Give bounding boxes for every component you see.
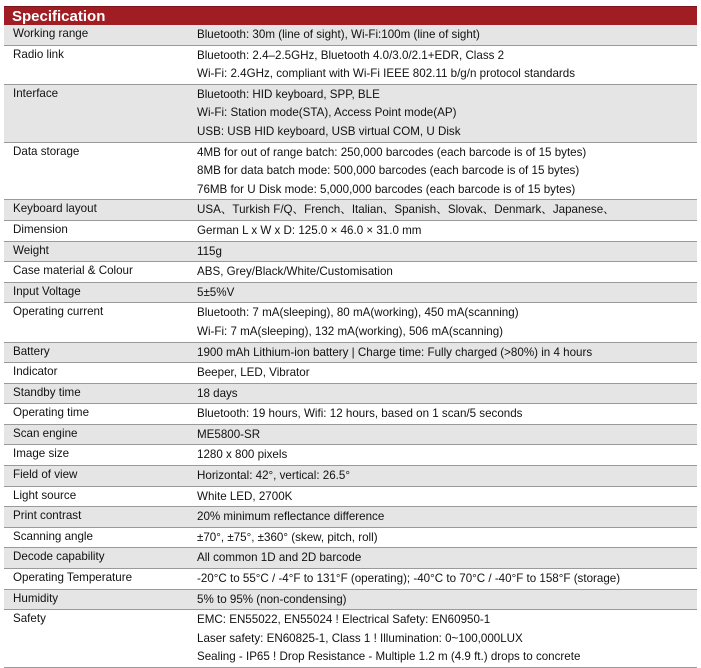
spec-label: Operating time (4, 404, 197, 425)
spec-value-line: Bluetooth: 19 hours, Wifi: 12 hours, based on 1 scan/5 seconds (197, 407, 523, 421)
spec-value-line: 76MB for U Disk mode: 5,000,000 barcodes (each barcode is of 15 bytes) (197, 182, 576, 196)
spec-label: Scan engine (4, 424, 197, 445)
spec-value-line: 8MB for data batch mode: 500,000 barcodes (each barcode is of 15 bytes) (197, 164, 580, 178)
spec-value (197, 404, 697, 425)
spec-row (4, 424, 697, 445)
spec-label: Light source (4, 486, 197, 507)
spec-value (197, 445, 697, 466)
spec-label: Operating current (4, 303, 197, 342)
spec-title: Specification (4, 6, 697, 25)
spec-value-line: Beeper, LED, Vibrator (197, 366, 310, 380)
spec-value-line: EMC: EN55022, EN55024 ! Electrical Safety: EN60950-1 (197, 613, 491, 627)
spec-value (197, 220, 697, 241)
spec-row (4, 404, 697, 425)
spec-value (197, 610, 697, 668)
spec-row (4, 200, 697, 221)
spec-row (4, 466, 697, 487)
spec-label: Weight (4, 241, 197, 262)
spec-value (197, 342, 697, 363)
spec-label: Keyboard layout (4, 200, 197, 221)
spec-value-line: ABS, Grey/Black/White/Customisation (197, 265, 393, 279)
spec-value (197, 45, 697, 84)
spec-value-line: All common 1D and 2D barcode (197, 551, 362, 565)
spec-value-line: Bluetooth: HID keyboard, SPP, BLE (197, 87, 380, 101)
spec-label: Working range (4, 25, 197, 45)
spec-value-line: 1900 mAh Lithium-ion battery | Charge time: Fully charged (>80%) in 4 hours (197, 345, 593, 359)
spec-value (197, 507, 697, 528)
spec-label: Dimension (4, 220, 197, 241)
spec-label: Scanning angle (4, 527, 197, 548)
spec-label: Operating Temperature (4, 569, 197, 590)
spec-value-line: White LED, 2700K (197, 489, 293, 503)
spec-value-line: Wi-Fi: 7 mA(sleeping), 132 mA(working), 506 mA(scanning) (197, 324, 504, 338)
spec-row (4, 610, 697, 668)
spec-row (4, 486, 697, 507)
spec-row (4, 262, 697, 283)
spec-table-body (4, 25, 697, 668)
spec-value (197, 262, 697, 283)
spec-value (197, 25, 697, 45)
spec-row (4, 45, 697, 84)
spec-value (197, 200, 697, 221)
spec-row (4, 220, 697, 241)
spec-label: Case material & Colour (4, 262, 197, 283)
spec-label: Print contrast (4, 507, 197, 528)
spec-value-line: 4MB for out of range batch: 250,000 barcodes (each barcode is of 15 bytes) (197, 145, 587, 159)
spec-value-line: USB: USB HID keyboard, USB virtual COM, U Disk (197, 124, 461, 138)
spec-sheet (4, 6, 697, 668)
spec-value (197, 569, 697, 590)
spec-value-line: Wi-Fi: 2.4GHz, compliant with Wi-Fi IEEE 802.11 b/g/n protocol standards (197, 67, 576, 81)
spec-value-line: 5% to 95% (non-condensing) (197, 592, 347, 606)
spec-label: Interface (4, 84, 197, 142)
spec-row (4, 142, 697, 200)
spec-label: Humidity (4, 589, 197, 610)
spec-value (197, 424, 697, 445)
spec-label: Radio link (4, 45, 197, 84)
spec-value (197, 303, 697, 342)
spec-label: Decode capability (4, 548, 197, 569)
spec-value-line: Wi-Fi: Station mode(STA), Access Point mode(AP) (197, 106, 457, 120)
spec-value (197, 589, 697, 610)
spec-value (197, 548, 697, 569)
spec-row (4, 363, 697, 384)
spec-value-line: ±70°, ±75°, ±360° (skew, pitch, roll) (197, 530, 378, 544)
spec-value-line: Bluetooth: 7 mA(sleeping), 80 mA(working), 450 mA(scanning) (197, 306, 519, 320)
spec-row (4, 303, 697, 342)
spec-label: Input Voltage (4, 282, 197, 303)
spec-value-line: Laser safety: EN60825-1, Class 1 ! Illumination: 0~100,000LUX (197, 631, 523, 645)
spec-row (4, 527, 697, 548)
spec-value (197, 527, 697, 548)
spec-value-line: USA、Turkish F/Q、French、Italian、Spanish、Slovak、Denmark、Japanese、 (197, 203, 615, 217)
spec-label: Data storage (4, 142, 197, 200)
spec-value-line: 115g (197, 244, 222, 258)
spec-value-line: Sealing - IP65 ! Drop Resistance - Multiple 1.2 m (4.9 ft.) drops to concrete (197, 650, 581, 664)
spec-value-line: German L x W x D: 125.0 × 46.0 × 31.0 mm (197, 223, 422, 237)
spec-table (4, 25, 697, 668)
spec-label: Indicator (4, 363, 197, 384)
spec-value (197, 466, 697, 487)
spec-label: Image size (4, 445, 197, 466)
spec-value (197, 84, 697, 142)
spec-value (197, 363, 697, 384)
spec-label: Standby time (4, 383, 197, 404)
spec-row (4, 589, 697, 610)
spec-row (4, 548, 697, 569)
spec-value (197, 241, 697, 262)
spec-value-line: 18 days (197, 386, 238, 400)
spec-row (4, 383, 697, 404)
spec-value (197, 282, 697, 303)
spec-row (4, 342, 697, 363)
spec-row (4, 25, 697, 45)
spec-value (197, 142, 697, 200)
spec-row (4, 507, 697, 528)
spec-label: Safety (4, 610, 197, 668)
spec-value-line: ME5800-SR (197, 427, 261, 441)
spec-value-line: -20°C to 55°C / -4°F to 131°F (operating); -40°C to 70°C / -40°F to 158°F (storage) (197, 572, 621, 586)
spec-value-line: 5±5%V (197, 285, 235, 299)
spec-value-line: 20% minimum reflectance difference (197, 510, 385, 524)
spec-value-line: Bluetooth: 2.4–2.5GHz, Bluetooth 4.0/3.0/2.1+EDR, Class 2 (197, 48, 505, 62)
spec-value (197, 486, 697, 507)
spec-row (4, 84, 697, 142)
spec-value-line: Horizontal: 42°, vertical: 26.5° (197, 469, 350, 483)
spec-label: Battery (4, 342, 197, 363)
spec-label: Field of view (4, 466, 197, 487)
spec-row (4, 569, 697, 590)
spec-value (197, 383, 697, 404)
spec-value-line: 1280 x 800 pixels (197, 448, 288, 462)
spec-row (4, 241, 697, 262)
spec-row (4, 445, 697, 466)
spec-row (4, 282, 697, 303)
spec-value-line: Bluetooth: 30m (line of sight), Wi-Fi:100m (line of sight) (197, 28, 480, 41)
